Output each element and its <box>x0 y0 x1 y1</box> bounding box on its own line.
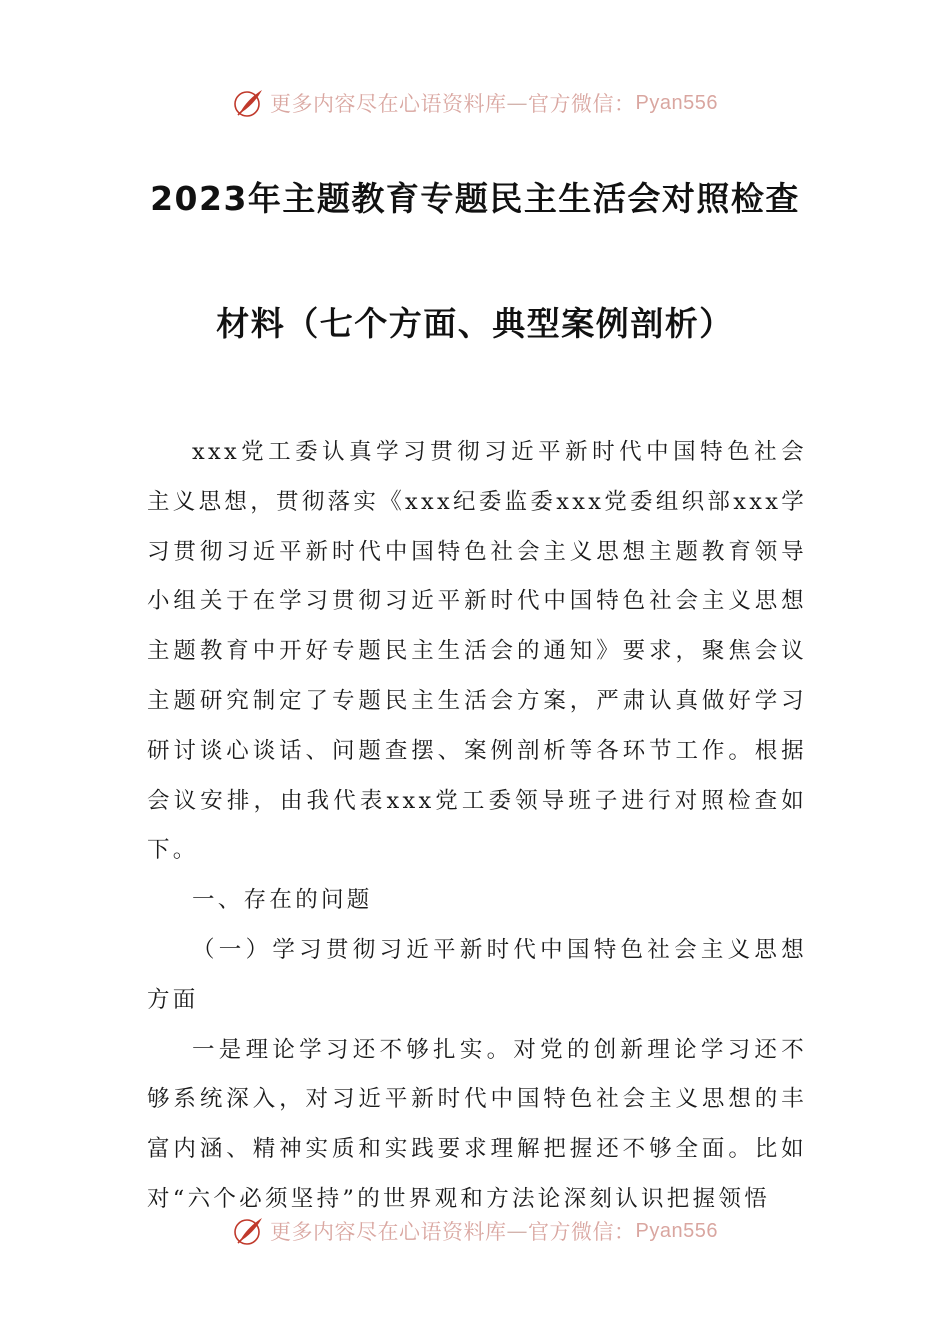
watermark-header <box>0 83 950 123</box>
watermark-official-text: 官方微信： <box>528 1220 636 1244</box>
watermark-main-text: 更多内容尽在心语资料库 <box>270 1220 507 1244</box>
section-heading-problems: 一、存在的问题 <box>192 887 373 914</box>
document-title-line-1: 2023年主题教育专题民主生活会对照检查 <box>150 179 800 218</box>
watermark-main-text: 更多内容尽在心语资料库 <box>270 92 507 116</box>
watermark-separator: — <box>506 1219 529 1243</box>
watermark-id: Pyan556 <box>635 1219 718 1242</box>
subsection-heading-study: （一）学习贯彻习近平新时代中国特色社会主义思想方面 <box>147 936 807 1013</box>
document-body <box>147 428 807 1225</box>
paragraph-intro: xxx党工委认真学习贯彻习近平新时代中国特色社会主义思想，贯彻落实《xxx纪委监委xxx党委组织部xxx学习贯彻习近平新时代中国特色社会主义思想主题教育领导小组关于在学习贯彻习近平新时代中国特色社会主义思想主题教育中开好专题民主生活会的通知》要求，聚焦会议主题研究制定了专题民主生活会方案，严肃认真做好学习研讨谈心谈话、问题查摆、案例剖析等各环节工作。根据会议安排，由我代表xxx党工委领导班子进行对照检查如下。 <box>147 439 807 864</box>
watermark-official-text: 官方微信： <box>528 92 636 116</box>
document-title-line-2: 材料（七个方面、典型案例剖析） <box>216 304 734 343</box>
watermark-separator: — <box>506 91 529 115</box>
watermark-id: Pyan556 <box>635 91 718 114</box>
quill-logo-icon <box>232 1214 266 1248</box>
quill-logo-icon <box>232 86 266 120</box>
paragraph-theory-study: 一是理论学习还不够扎实。对党的创新理论学习还不够系统深入，对习近平新时代中国特色社会主义思想的丰富内涵、精神实质和实践要求理解把握还不够全面。比如对“六个必须坚持”的世界观和方法论深刻认识把握领悟 <box>147 1036 807 1212</box>
watermark-footer <box>0 1211 950 1251</box>
